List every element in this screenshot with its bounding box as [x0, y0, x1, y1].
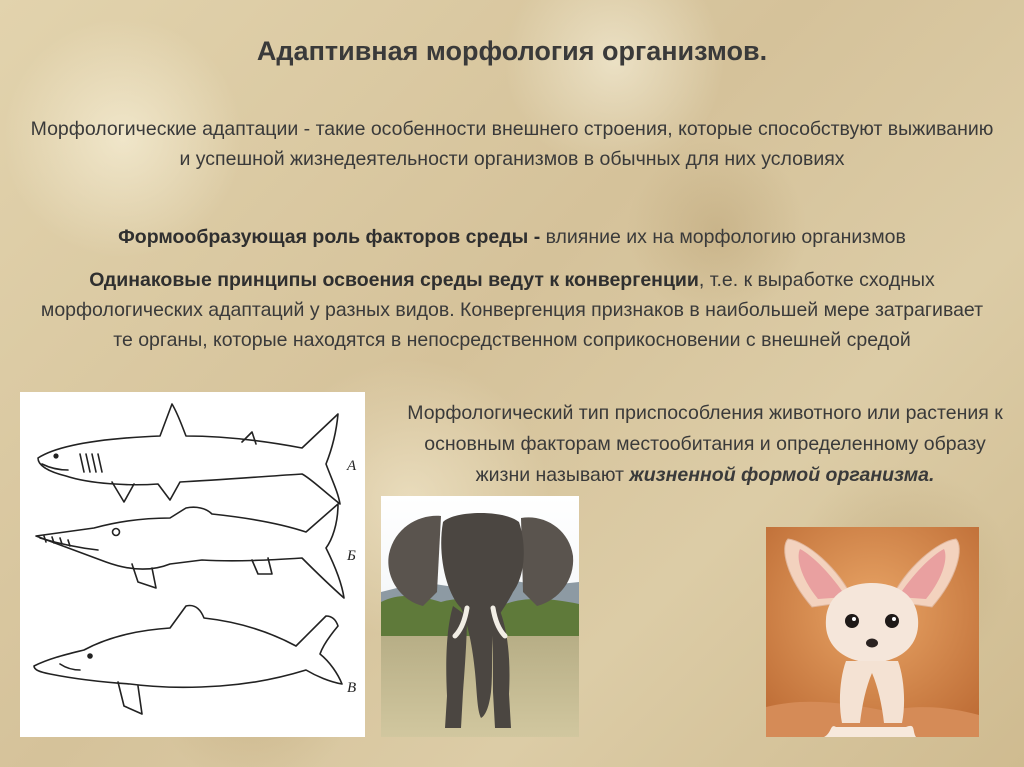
fennec-fox-photo — [766, 527, 979, 737]
convergence-drawing — [20, 392, 365, 737]
convergence-term: Одинаковые принципы освоения среды ведут к конвергенции — [89, 269, 699, 291]
elephant-photo — [381, 496, 579, 737]
convergence-paragraph — [40, 265, 984, 355]
fish-label-v: В — [347, 680, 357, 696]
environment-role-text: влияние их на морфологию организмов — [540, 226, 906, 248]
life-form-paragraph — [405, 398, 1005, 491]
ichthyosaur-drawing — [36, 504, 344, 598]
life-form-text: Морфологический тип приспособления животного или растения к основным факторам местообитания и определенному образу жизни называют — [407, 402, 1003, 486]
fish-label-b: Б — [347, 548, 356, 564]
definition-paragraph: Морфологические адаптации - такие особенности внешнего строения, которые способствуют выживанию и успешной жизнедеятельности организмов в обычных для них условиях — [30, 118, 994, 170]
environment-role-paragraph — [30, 222, 994, 252]
shark-drawing — [38, 404, 340, 504]
convergence-text: , т.е. к выработке сходных морфологических адаптаций у разных видов. Конвергенция признаков в наибольшей мере затрагивает те органы, которые находятся в непосредственном соприкосновении с внешней средой — [40, 269, 984, 351]
slide-title: Адаптивная морфология организмов. — [256, 36, 768, 66]
environment-role-term: Формообразующая роль факторов среды - — [118, 226, 541, 248]
life-form-term: жизненной формой организма. — [629, 464, 935, 486]
dolphin-drawing — [34, 606, 342, 715]
fish-label-a: А — [347, 458, 357, 474]
